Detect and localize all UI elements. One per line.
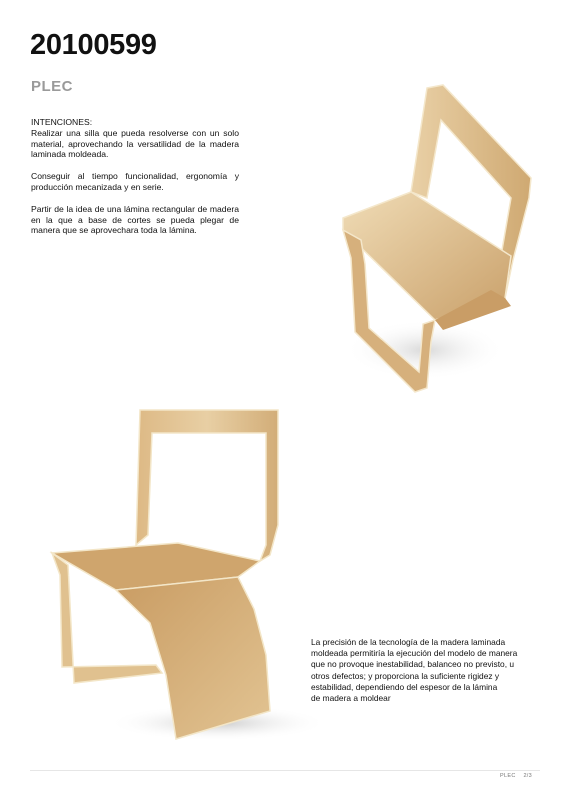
caption-line: de madera a moldear [311,693,391,704]
intentions-paragraph-2: Conseguir al tiempo funcionalidad, ergonomía y producción mecanizada y en serie. [31,171,239,192]
caption-line: estabilidad, dependiendo del espesor de la lámina [311,681,498,692]
intentions-heading: INTENCIONES: [31,117,93,127]
caption-line: que no provoque inestabilidad, balanceo no previsto, u [311,659,515,670]
footer-divider [30,770,540,771]
page-number: 2/3 [523,773,532,779]
caption-line: moldeada permitiría la ejecución del modelo de manera [311,648,518,659]
intentions-paragraph-3: Partir de la idea de una lámina rectangular de madera en la que a base de cortes se pueda plegar de manera que se aprovechara toda la lámina. [31,203,239,236]
chair-render-top [315,80,545,400]
caption-line: La precisión de la tecnología de la madera laminada [311,637,506,647]
footer-label: PLEC [500,773,516,779]
page-footer [494,773,532,779]
caption-block [311,637,536,704]
intentions-paragraph-1: Realizar una silla que pueda resolverse con un solo material, aprovechando la versatilidad de la madera laminada moldeada. [31,127,239,160]
intentions-block [31,117,239,247]
chair-render-bottom [38,405,318,750]
project-name: PLEC [31,78,74,95]
project-code: 20100599 [30,29,157,61]
caption-line: otros defectos; y proporciona la suficiente rigidez y [311,670,500,681]
